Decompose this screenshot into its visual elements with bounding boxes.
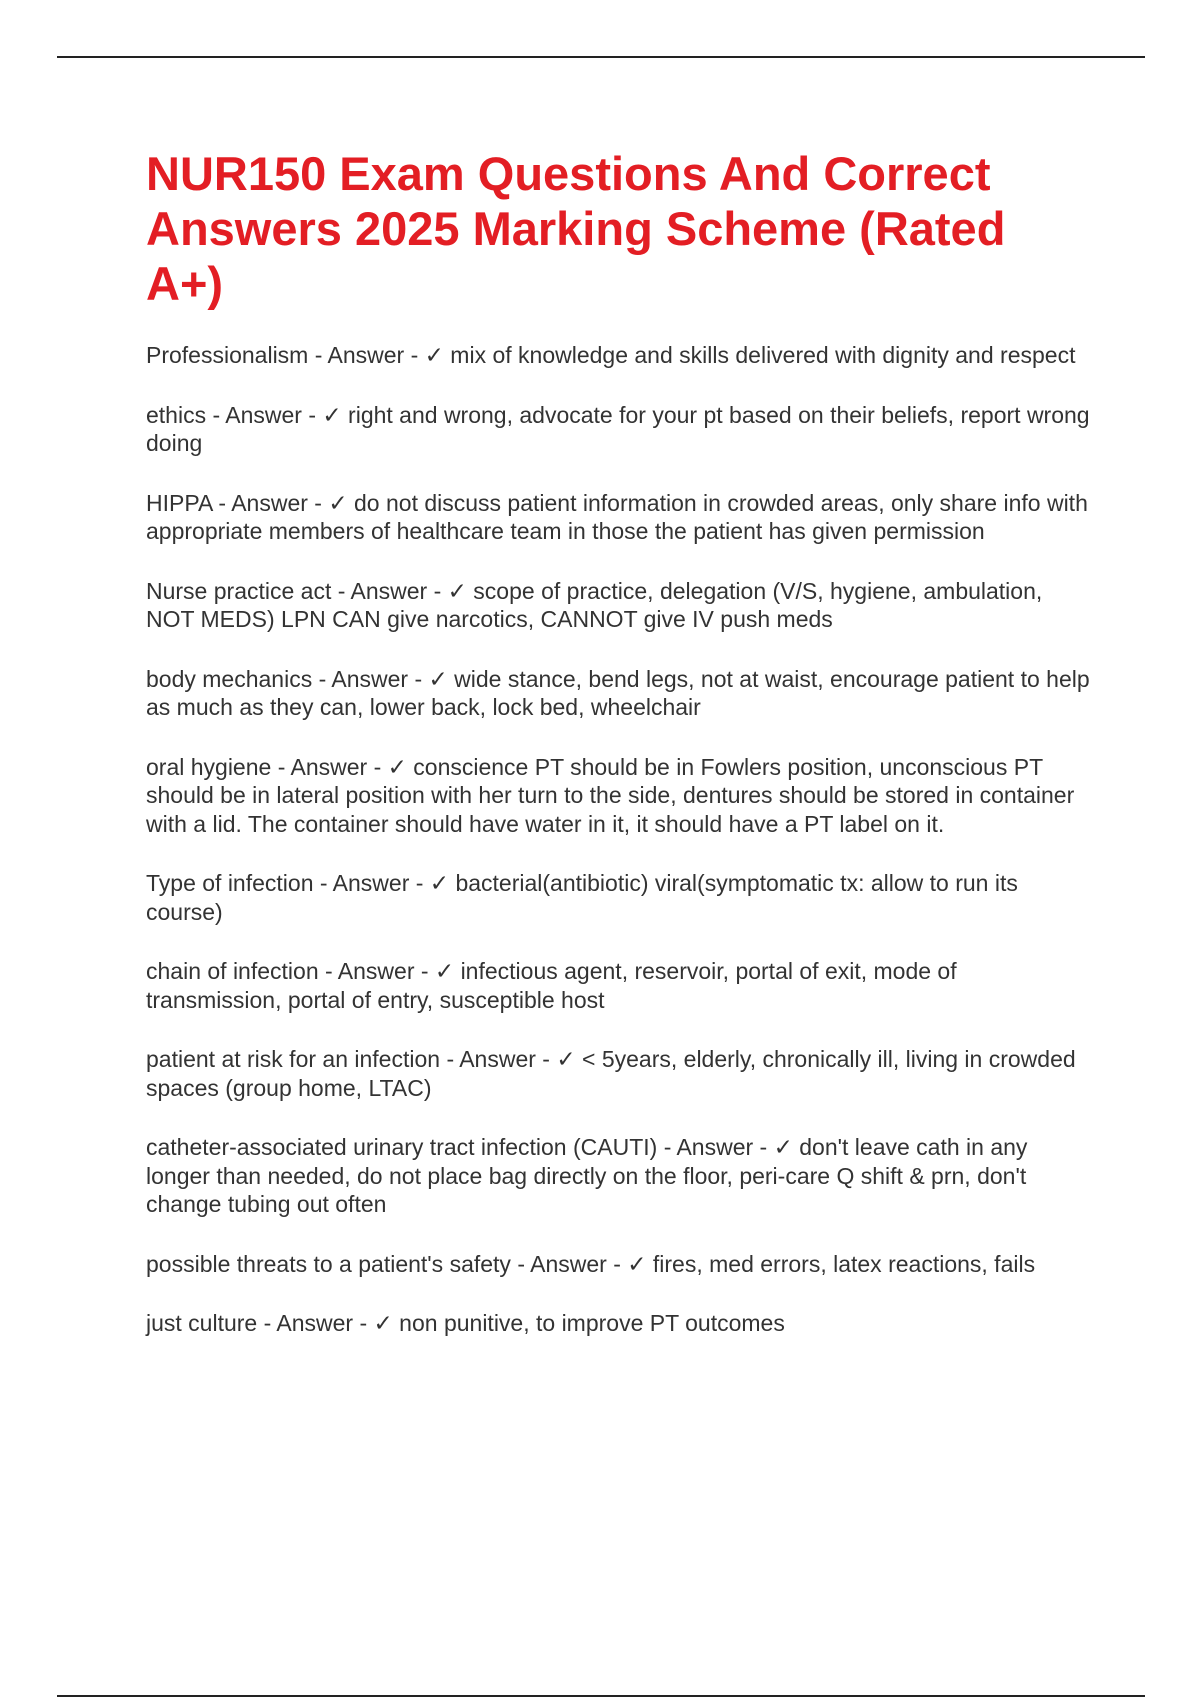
qa-item-ethics: ethics - Answer - ✓ right and wrong, advocate for your pt based on their beliefs, report wrong doing (146, 401, 1090, 456)
qa-item-type-of-infection: Type of infection - Answer - ✓ bacterial(antibiotic) viral(symptomatic tx: allow to run its course) (146, 870, 1018, 925)
qa-list (146, 341, 1092, 1338)
qa-item-patient-at-risk: patient at risk for an infection - Answer - ✓ < 5years, elderly, chronically ill, living in crowded spaces (group home, LTAC) (146, 1046, 1076, 1101)
qa-item-body-mechanics: body mechanics - Answer - ✓ wide stance, bend legs, not at waist, encourage patient to help as much as they can, lower back, lock bed, wheelchair (146, 665, 1090, 720)
qa-item-patient-safety-threats: possible threats to a patient's safety - Answer - ✓ fires, med errors, latex reactions, fails (146, 1250, 1036, 1277)
qa-item-professionalism: Professionalism - Answer - ✓ mix of knowledge and skills delivered with dignity and respect (146, 342, 1076, 368)
bottom-rule (57, 1695, 1145, 1697)
document-body (146, 146, 1092, 1369)
qa-item-cauti: catheter-associated urinary tract infection (CAUTI) - Answer - ✓ don't leave cath in any longer than needed, do not place bag directly on the floor, peri-care Q shift & prn, don't change tubing out often (146, 1134, 1028, 1217)
qa-item-oral-hygiene: oral hygiene - Answer - ✓ conscience PT should be in Fowlers position, unconscious PT should be in lateral position with her turn to the side, dentures should be stored in container with a lid. The container should have water in it, it should have a PT label on it. (146, 753, 1075, 837)
qa-item-hippa: HIPPA - Answer - ✓ do not discuss patient information in crowded areas, only share info with appropriate members of healthcare team in those the patient has given permission (146, 489, 1088, 544)
qa-item-nurse-practice-act: Nurse practice act - Answer - ✓ scope of practice, delegation (V/S, hygiene, ambulation, NOT MEDS) LPN CAN give narcotics, CANNOT give IV push meds (146, 577, 1043, 632)
top-rule (57, 56, 1145, 58)
document-title: NUR150 Exam Questions And Correct Answers 2025 Marking Scheme (Rated A+) (146, 147, 1006, 310)
qa-item-chain-of-infection: chain of infection - Answer - ✓ infectious agent, reservoir, portal of exit, mode of transmission, portal of entry, susceptible host (146, 958, 957, 1013)
qa-item-just-culture: just culture - Answer - ✓ non punitive, to improve PT outcomes (146, 1310, 785, 1336)
